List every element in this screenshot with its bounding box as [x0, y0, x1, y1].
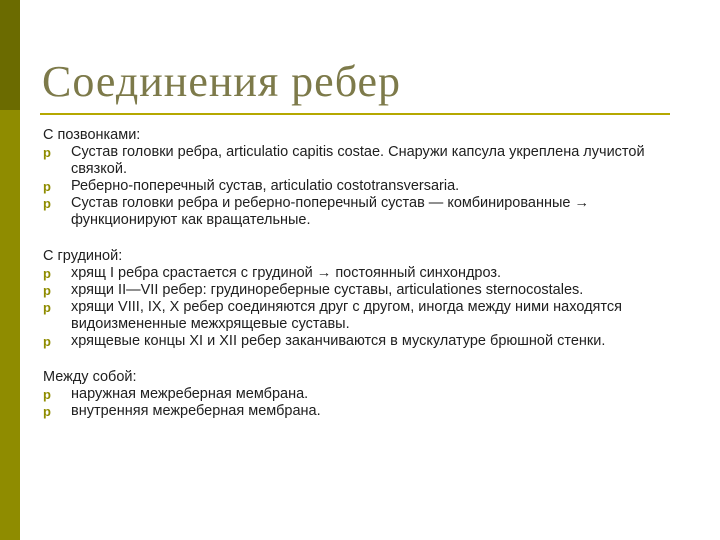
section-heading: С грудиной:: [43, 248, 123, 264]
bullet-list: [43, 144, 683, 229]
list-item: [43, 265, 683, 282]
section-sternum: [43, 248, 683, 350]
list-item: [43, 282, 683, 299]
list-item-text: хрящевые концы XI и XII ребер заканчиваются в мускулатуре брюшной стенки.: [71, 333, 606, 349]
slide-title: Соединения ребер: [42, 57, 402, 106]
list-item: [43, 386, 683, 403]
square-bullet-icon: p: [43, 283, 51, 298]
square-bullet-icon: p: [43, 266, 51, 281]
square-bullet-icon: p: [43, 334, 51, 349]
list-item-text: хрящи II—VII ребер: грудинореберные суставы, articulationes sternocostales.: [71, 282, 584, 298]
list-item-text: Сустав головки ребра и реберно-поперечный сустав — комбинированные → функционируют как вращательные.: [71, 195, 589, 228]
list-item-text: Сустав головки ребра, articulatio capitis costae. Снаружи капсула укреплена лучистой связкой.: [71, 144, 645, 177]
title-divider: [40, 113, 670, 115]
sidebar-accent-bar: [0, 0, 20, 540]
section-vertebrae: [43, 127, 683, 229]
list-item: [43, 195, 683, 229]
sidebar-accent-top: [0, 0, 20, 110]
list-item: [43, 299, 683, 333]
slide-content: [43, 127, 683, 439]
list-item: [43, 178, 683, 195]
list-item-text: хрящ I ребра срастается с грудиной → постоянный синхондроз.: [71, 265, 502, 281]
square-bullet-icon: p: [43, 196, 51, 211]
section-between-ribs: [43, 369, 683, 420]
section-heading: С позвонками:: [43, 127, 141, 143]
list-item-text: хрящи VIII, IX, X ребер соединяются друг с другом, иногда между ними находятся видоизмененные межхрящевые суставы.: [71, 299, 622, 332]
square-bullet-icon: p: [43, 145, 51, 160]
list-item-text: наружная межреберная мембрана.: [71, 386, 309, 402]
list-item: [43, 403, 683, 420]
bullet-list: [43, 265, 683, 350]
section-heading: Между собой:: [43, 369, 137, 385]
list-item: [43, 144, 683, 178]
square-bullet-icon: p: [43, 179, 51, 194]
square-bullet-icon: p: [43, 300, 51, 315]
list-item-text: Реберно-поперечный сустав, articulatio costotransversaria.: [71, 178, 460, 194]
list-item-text: внутренняя межреберная мембрана.: [71, 403, 321, 419]
square-bullet-icon: p: [43, 387, 51, 402]
square-bullet-icon: p: [43, 404, 51, 419]
bullet-list: [43, 386, 683, 420]
list-item: [43, 333, 683, 350]
